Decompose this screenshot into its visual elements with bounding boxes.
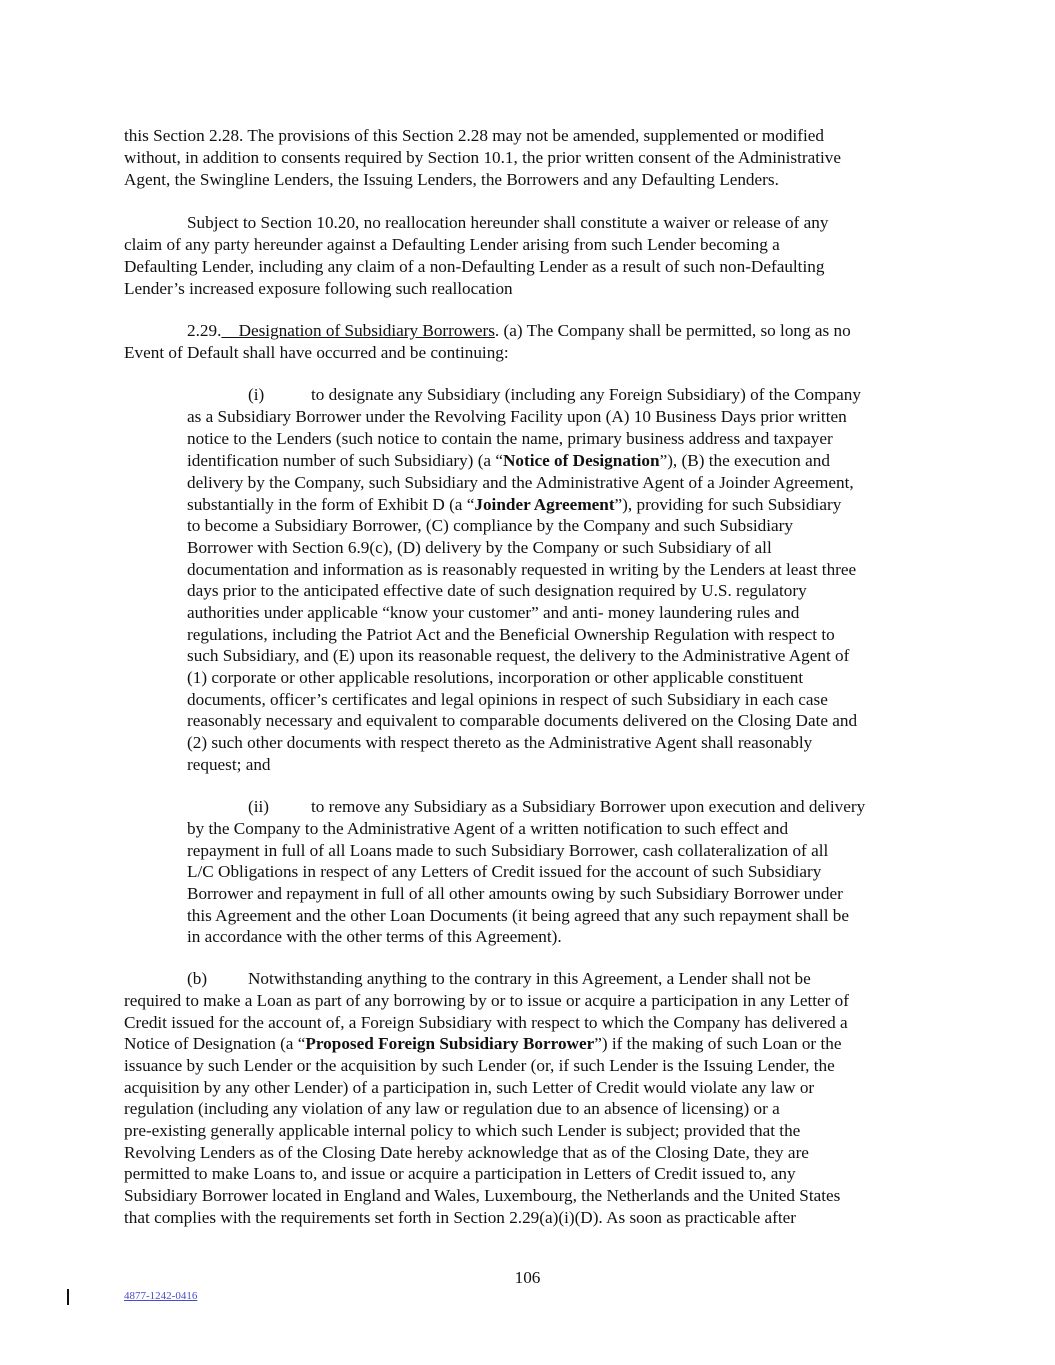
text-line: to remove any Subsidiary as a Subsidiary Borrower upon execution and delivery [311, 797, 866, 816]
text-line: request; and [187, 755, 271, 774]
text-line: Agent, the Swingline Lenders, the Issuing Lenders, the Borrowers and any Defaulting Lenders. [124, 170, 779, 189]
clause-label: (b) [187, 969, 208, 988]
text-line: delivery by the Company, such Subsidiary and the Administrative Agent of a Joinder Agreement, [187, 473, 854, 492]
clause-label: (i) [248, 385, 265, 404]
text-line: pre-existing generally applicable internal policy to which such Lender is subject; provided that the [124, 1121, 801, 1140]
text-line: regulation (including any violation of any law or regulation due to an absence of licensing) or a [124, 1099, 780, 1118]
text-line: this Agreement and the other Loan Documents (it being agreed that any such repayment shall be [187, 906, 849, 925]
text-line: Defaulting Lender, including any claim of a non-Defaulting Lender as a result of such non-Defaulting [124, 257, 825, 276]
section-number: 2.29. [187, 321, 222, 340]
change-bar [67, 1289, 69, 1305]
text-span: ”), (B) the execution and [659, 451, 830, 470]
text-line: claim of any party hereunder against a Defaulting Lender arising from such Lender becoming a [124, 235, 780, 254]
text-line: acquisition by any other Lender) of a participation in, such Letter of Credit would violate any law or [124, 1078, 815, 1097]
text-span: substantially in the form of Exhibit D (a “ [187, 495, 475, 514]
document-id-link[interactable]: 4877-1242-0416 [124, 1290, 198, 1302]
text-line: that complies with the requirements set forth in Section 2.29(a)(i)(D). As soon as practicable after [124, 1208, 797, 1227]
text-line: documents, officer’s certificates and legal opinions in respect of such Subsidiary in each case [187, 690, 828, 709]
text-line: Notwithstanding anything to the contrary in this Agreement, a Lender shall not be [248, 969, 811, 988]
text-line: days prior to the anticipated effective date of such designation required by U.S. regulatory [187, 581, 807, 600]
text-line: documentation and information as is reasonably requested in writing by the Lenders at least three [187, 560, 857, 579]
text-span: ”), providing for such Subsidiary [614, 495, 842, 514]
text-span: Notice of Designation (a “ [124, 1034, 306, 1053]
clause-label: (ii) [248, 797, 269, 816]
text-line: issuance by such Lender or the acquisition by such Lender (or, if such Lender is the Issuing Lender, the [124, 1056, 835, 1075]
text-line: (2) such other documents with respect thereto as the Administrative Agent shall reasonably [187, 733, 813, 752]
text-line: Subject to Section 10.20, no reallocation hereunder shall constitute a waiver or release of any [187, 213, 829, 232]
text-span: . (a) The Company shall be permitted, so long as no [494, 321, 851, 340]
text-line: such Subsidiary, and (E) upon its reasonable request, the delivery to the Administrative Agent of [187, 646, 850, 665]
text-line: notice to the Lenders (such notice to contain the name, primary business address and taxpayer [187, 429, 833, 448]
text-line: this Section 2.28. The provisions of this Section 2.28 may not be amended, supplemented or modified [124, 126, 824, 145]
text-line [187, 450, 830, 472]
defined-term: Notice of Designation [502, 451, 660, 470]
page-number: 106 [514, 1268, 541, 1287]
section-heading: Designation of Subsidiary Borrowers [238, 321, 495, 340]
defined-term: Proposed Foreign Subsidiary Borrower [305, 1034, 595, 1053]
text-line: to designate any Subsidiary (including any Foreign Subsidiary) of the Company [311, 385, 861, 404]
text-line: to become a Subsidiary Borrower, (C) compliance by the Company and such Subsidiary [187, 516, 793, 535]
text-line: Borrower and repayment in full of all other amounts owing by such Subsidiary Borrower under [187, 884, 843, 903]
text-line: permitted to make Loans to, and issue or acquire a participation in Letters of Credit issued to, any [124, 1164, 796, 1183]
text-line: Subsidiary Borrower located in England and Wales, Luxembourg, the Netherlands and the United States [124, 1186, 841, 1205]
text-line: in accordance with the other terms of this Agreement). [187, 927, 562, 946]
section-heading-spacer [221, 321, 238, 340]
text-line: regulations, including the Patriot Act and the Beneficial Ownership Regulation with respect to [187, 625, 835, 644]
text-line: Event of Default shall have occurred and be continuing: [124, 343, 509, 362]
text-line [187, 494, 841, 516]
text-line: Borrower with Section 6.9(c), (D) delivery by the Company or such Subsidiary of all [187, 538, 772, 557]
text-span: identification number of such Subsidiary) (a “ [187, 451, 503, 470]
text-line: Credit issued for the account of, a Foreign Subsidiary with respect to which the Company has delivered a [124, 1013, 848, 1032]
text-span: ”) if the making of such Loan or the [594, 1034, 842, 1053]
text-line: (1) corporate or other applicable resolutions, incorporation or other applicable constituent [187, 668, 804, 687]
text-line: by the Company to the Administrative Agent of a written notification to such effect and [187, 819, 789, 838]
text-line [124, 1033, 841, 1055]
text-line: L/C Obligations in respect of any Letters of Credit issued for the account of such Subsidiary [187, 862, 822, 881]
text-line: as a Subsidiary Borrower under the Revolving Facility upon (A) 10 Business Days prior written [187, 407, 847, 426]
text-line: Revolving Lenders as of the Closing Date hereby acknowledge that as of the Closing Date, they are [124, 1143, 809, 1162]
text-line: required to make a Loan as part of any borrowing by or to issue or acquire a participation in any Letter of [124, 991, 849, 1010]
text-line: authorities under applicable “know your customer” and anti- money laundering rules and [187, 603, 800, 622]
text-line: Lender’s increased exposure following such reallocation [124, 279, 513, 298]
section-heading-line [187, 320, 851, 342]
defined-term: Joinder Agreement [474, 495, 615, 514]
text-line: repayment in full of all Loans made to such Subsidiary Borrower, cash collateralization of all [187, 841, 829, 860]
text-line: without, in addition to consents required by Section 10.1, the prior written consent of the Administrative [124, 148, 841, 167]
text-line: reasonably necessary and equivalent to comparable documents delivered on the Closing Date and [187, 711, 858, 730]
